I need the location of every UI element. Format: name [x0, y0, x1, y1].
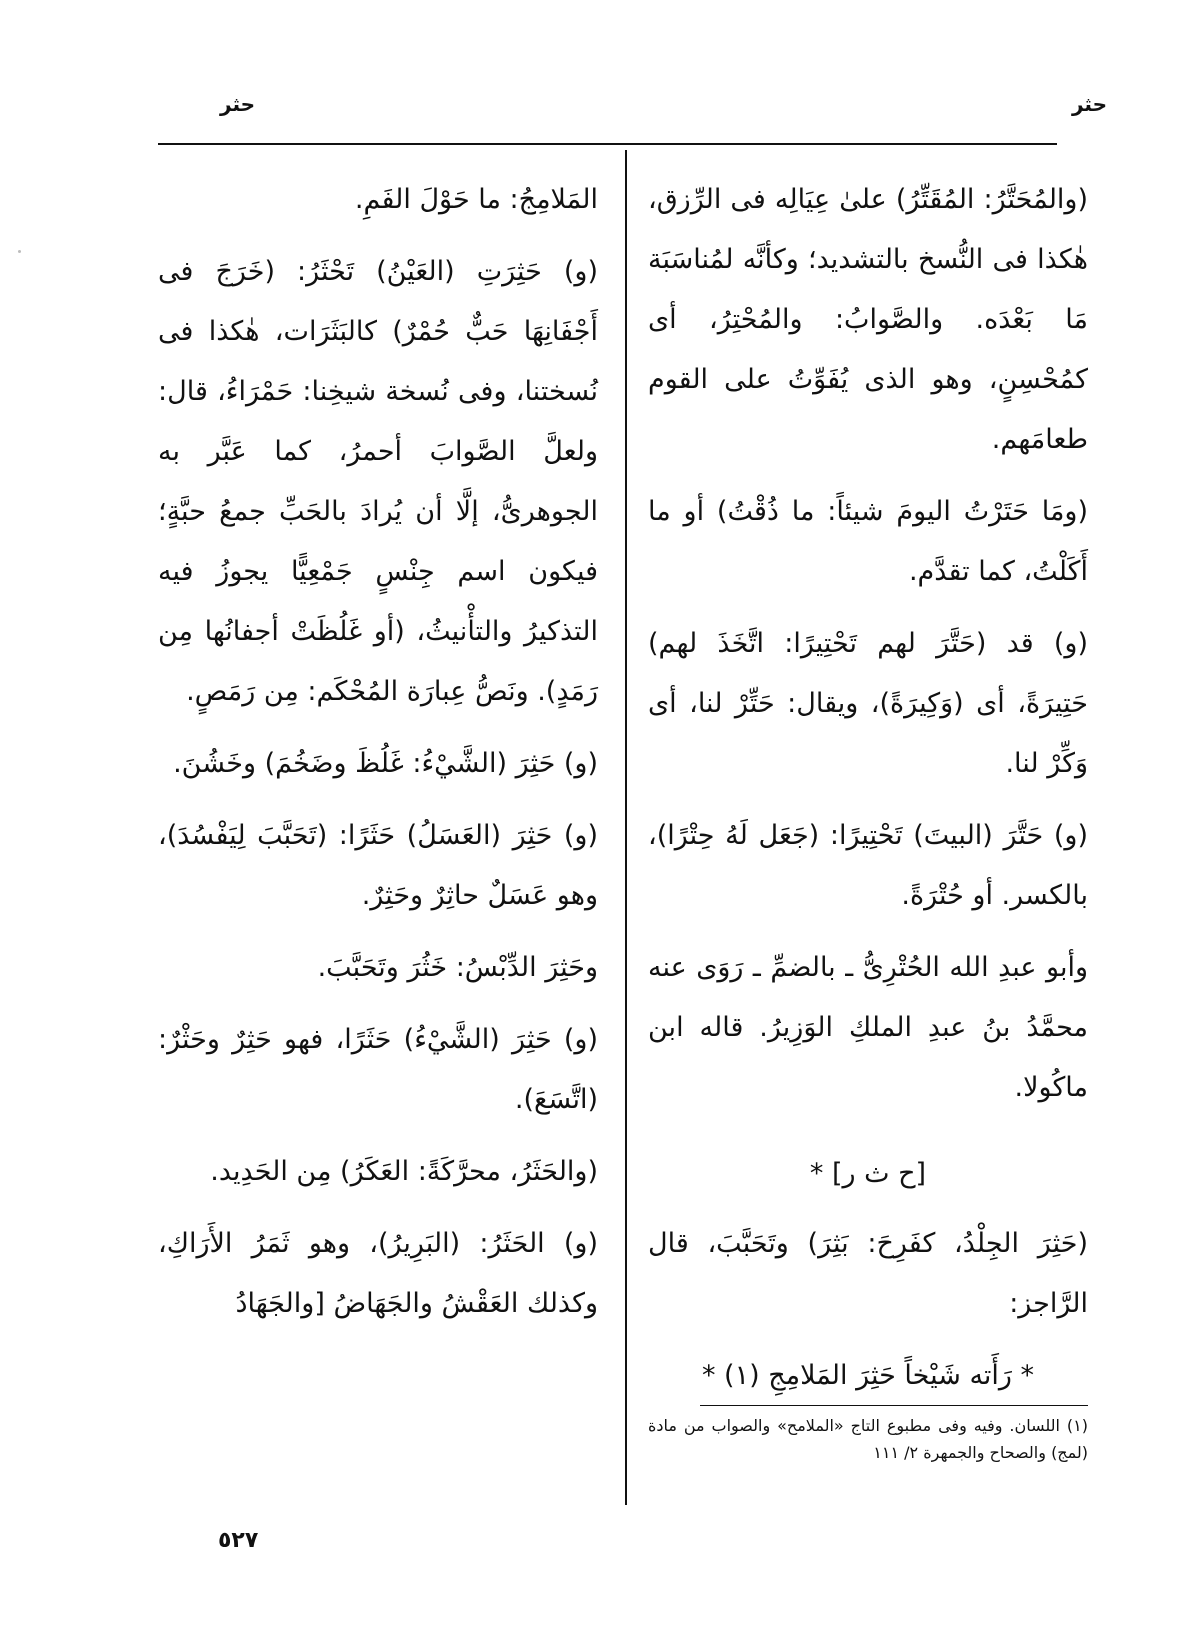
column-divider	[625, 150, 627, 1505]
paragraph: المَلامِجُ: ما حَوْلَ الفَمِ.	[354, 184, 598, 215]
paragraph: (حَثِرَ الجِلْدُ، كفَرِحَ: بَثِرَ) وتَحَبَّبَ، قال الرَّاجز:	[648, 1228, 1088, 1319]
entry-heading: [ح ث ر] *	[809, 1158, 927, 1189]
paragraph: (والمُحَتَّرُ: المُقَتِّرُ) علىٰ عِيَالِه فى الرِّزق، هٰكذا فى النُّسخ بالتشديد؛ وكأنَّه لمُناسَبَة مَا بَعْدَه. والصَّوابُ: والمُحْتِرُ، أى كمُحْسِنٍ، وهو الذى يُفَوِّتُ على القوم طعامَهم.	[648, 184, 1088, 455]
right-column	[648, 170, 1088, 1418]
paragraph: (و) حَثِرَتِ (العَيْنُ) تَحْثَرُ: (خَرَجَ فى أَجْفَانِهَا حَبٌّ حُمْرٌ) كالبَثَرَات، هٰكذا فى نُسختنا، وفى نُسخة شيخِنا: حَمْرَاءُ، قال: ولعلَّ الصَّوابَ أحمرُ، كما عَبَّر به الجوهرىُّ، إلَّا أن يُرادَ بالحَبِّ جمعُ حبَّةٍ؛ فيكون اسم جِنْسٍ جَمْعِيًّا يجوزُ فيه التذكيرُ والتأْنيثُ، (أو غَلُظَتْ أجفانُها مِن رَمَدٍ). ونَصُّ عِبارَة المُحْكَم: مِن رَمَصٍ.	[158, 256, 598, 707]
paragraph: (والحَثَرُ، محرَّكَةً: العَكَرُ) مِن الحَدِيد.	[210, 1156, 598, 1187]
paragraph: (و) حَثِرَ (الشَّيْءُ: غَلُظَ وضَخُمَ) وخَشُنَ.	[173, 748, 598, 779]
scan-speck	[18, 250, 21, 253]
paragraph: وحَثِرَ الدِّبْسُ: خَثُرَ وتَحَبَّبَ.	[317, 952, 598, 983]
verse-line: * رَأَته شَيْخاً حَثِرَ المَلامِجِ (١) *	[701, 1360, 1035, 1391]
running-head-left: حثر	[220, 92, 256, 116]
header-rule	[158, 143, 1057, 145]
paragraph: (و) حَتَّرَ (البيتَ) تَحْتِيرًا: (جَعَل لَهُ حِتْرًا)، بالكسر. أو حُتْرَةً.	[648, 820, 1088, 911]
paragraph: (و) الحَثَرُ: (البَرِيرُ)، وهو ثَمَرُ الأَرَاكِ، وكذلك العَقْشُ والجَهَاضُ [والجَهَادُ	[158, 1228, 598, 1319]
paragraph: (و) حَثِرَ (الشَّيْءُ) حَثَرًا، فهو حَثِرٌ وحَثْرٌ: (اتَّسَعَ).	[158, 1024, 598, 1115]
page-number: ٥٢٧	[218, 1528, 259, 1553]
footnote-rule	[700, 1405, 1088, 1406]
left-column	[158, 170, 598, 1346]
paragraph: (و) حَثِرَ (العَسَلُ) حَثَرًا: (تَحَبَّبَ لِيَفْسُدَ)، وهو عَسَلٌ حاثِرٌ وحَثِرٌ.	[158, 820, 598, 911]
paragraph: (و) قد (حَتَّرَ لهم تَحْتِيرًا: اتَّخَذَ لهم) حَتِيرَةً، أى (وَكِيرَةً)، ويقال: حَتِّرْ لنا، أى وَكِّرْ لنا.	[648, 628, 1088, 779]
paragraph: وأبو عبدِ الله الحُتْرِىُّ ـ بالضمِّ ـ رَوَى عنه محمَّدُ بنُ عبدِ الملكِ الوَزِيرُ. قاله ابن ماكُولا.	[648, 952, 1088, 1103]
running-head-right: حثر	[1071, 92, 1107, 116]
footnote: (١) اللسان. وفيه وفى مطبوع التاج «الملامح» والصواب من مادة (لمج) والصحاح والجمهرة ٢/ ١١١	[648, 1416, 1088, 1462]
paragraph: (ومَا حَتَرْتُ اليومَ شيئاً: ما ذُقْتُ) أو ما أَكَلْتُ، كما تقدَّم.	[648, 496, 1088, 587]
